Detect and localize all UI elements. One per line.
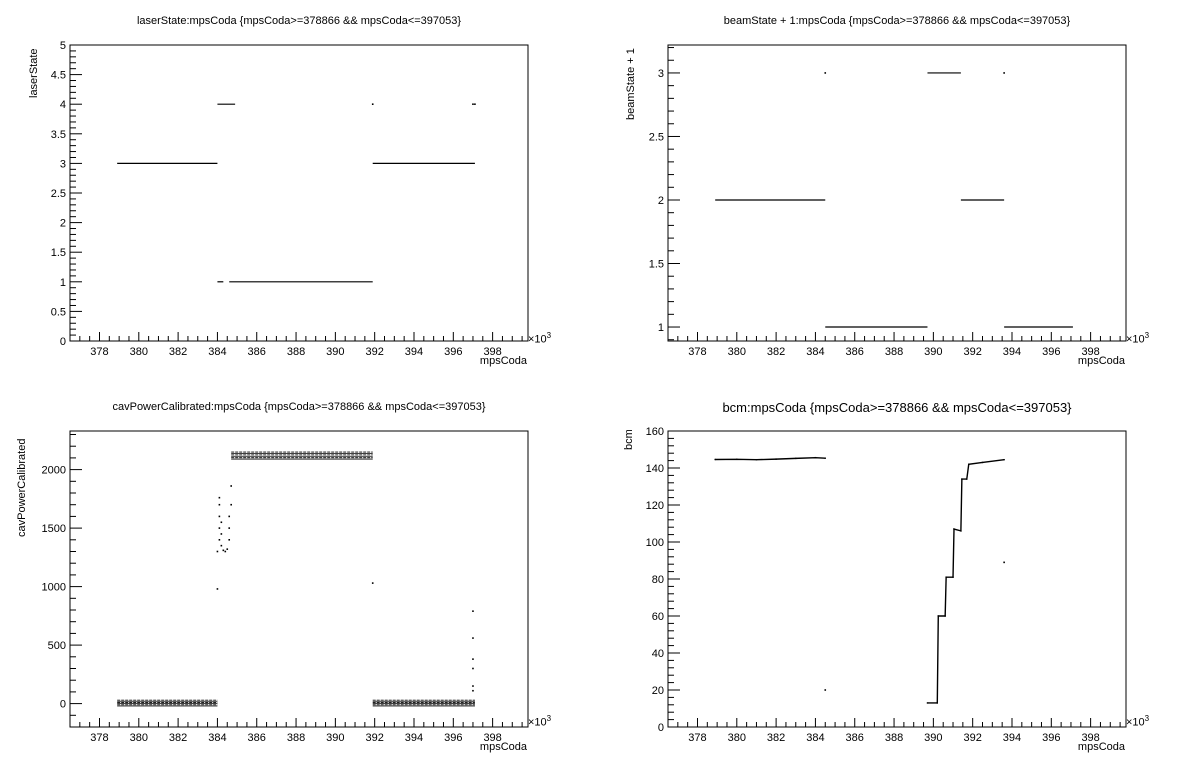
- x-tick-label: 394: [1002, 732, 1022, 744]
- plot-frame: [70, 431, 528, 727]
- plot-area: [598, 386, 1196, 772]
- x-tick-label: 384: [208, 732, 227, 744]
- x-tick-label: 392: [365, 732, 384, 744]
- data-point: [474, 103, 476, 105]
- x-tick-label: 382: [168, 732, 188, 744]
- x-tick-label: 378: [688, 732, 707, 744]
- x-tick-label: 384: [806, 732, 825, 744]
- x-tick-label: 398: [1081, 346, 1100, 358]
- data-point: [230, 485, 232, 487]
- y-axis-label: bcm: [623, 429, 635, 450]
- chart-panel-bcm: [598, 386, 1196, 772]
- data-series-line: [715, 458, 825, 460]
- y-tick-label: 100: [645, 537, 664, 549]
- plot-area: [0, 0, 598, 386]
- y-tick-label: 5: [59, 40, 66, 52]
- y-tick-label: 4: [59, 99, 66, 112]
- data-point: [472, 685, 474, 687]
- x-tick-label: 382: [168, 346, 188, 358]
- y-tick-label: 3: [657, 67, 664, 80]
- data-point: [968, 464, 969, 465]
- data-point: [824, 72, 826, 74]
- y-tick-label: 1000: [41, 581, 66, 594]
- x-tick-label: 388: [286, 732, 306, 744]
- y-tick-label: 0: [657, 722, 664, 734]
- x-tick-label: 394: [404, 346, 424, 358]
- data-point: [228, 527, 230, 529]
- x-axis-label: mpsCoda: [1077, 355, 1125, 367]
- y-tick-label: 3.5: [50, 128, 66, 141]
- data-point: [714, 459, 715, 460]
- data-point: [372, 582, 374, 584]
- chart-title: bcm:mpsCoda {mpsCoda>=378866 && mpsCoda<=397053}: [722, 400, 1072, 415]
- y-tick-label: 0: [59, 336, 66, 348]
- x-axis-exponent: $\times 10^3$: [528, 714, 552, 729]
- x-tick-label: 378: [90, 346, 109, 358]
- data-point: [953, 528, 954, 529]
- x-tick-label: 388: [286, 346, 306, 358]
- y-tick-label: 120: [645, 500, 664, 512]
- data-point: [217, 588, 219, 590]
- data-point: [219, 516, 221, 518]
- y-tick-label: 160: [645, 426, 664, 438]
- x-tick-label: 390: [326, 732, 345, 744]
- data-point: [982, 462, 983, 463]
- x-tick-label: 384: [208, 346, 227, 358]
- y-tick-label: 0.5: [50, 306, 66, 319]
- data-point: [1003, 459, 1004, 460]
- plot-frame: [70, 45, 528, 341]
- data-point: [756, 459, 757, 460]
- y-tick-label: 1: [59, 276, 66, 289]
- y-tick-label: 40: [651, 648, 664, 660]
- y-tick-label: 20: [651, 685, 664, 697]
- y-tick-label: 3: [59, 158, 66, 171]
- x-tick-label: 378: [688, 346, 707, 358]
- data-point: [960, 530, 961, 531]
- x-axis-exponent: $\times 10^3$: [1126, 714, 1150, 729]
- data-point: [945, 576, 946, 577]
- y-tick-label: 80: [651, 574, 664, 586]
- data-point: [472, 658, 474, 660]
- data-point: [472, 668, 474, 670]
- y-tick-label: 60: [651, 611, 664, 623]
- data-point: [221, 521, 223, 523]
- x-tick-label: 382: [766, 346, 786, 358]
- x-tick-label: 386: [845, 346, 864, 358]
- x-tick-label: 394: [404, 732, 424, 744]
- x-tick-label: 378: [90, 732, 109, 744]
- y-tick-label: 1.5: [648, 258, 664, 271]
- data-point: [775, 458, 776, 459]
- data-point: [952, 576, 953, 577]
- y-tick-label: 0: [59, 698, 66, 711]
- y-tick-label: 1.5: [50, 247, 66, 260]
- x-tick-label: 380: [129, 732, 148, 744]
- x-tick-label: 382: [766, 732, 786, 744]
- data-series-line: [927, 460, 1004, 703]
- x-tick-label: 396: [444, 732, 463, 744]
- y-tick-label: 2.5: [50, 188, 66, 200]
- x-tick-label: 396: [444, 346, 463, 358]
- x-tick-label: 388: [884, 346, 904, 358]
- x-tick-label: 386: [247, 346, 266, 358]
- data-point: [961, 478, 962, 479]
- x-tick-label: 392: [963, 346, 982, 358]
- x-tick-label: 390: [924, 346, 943, 358]
- chart-panel-laserstate: [0, 0, 598, 386]
- plot-frame: [668, 45, 1126, 341]
- data-point: [472, 637, 474, 639]
- chart-title: cavPowerCalibrated:mpsCoda {mpsCoda>=378866 && mpsCoda<=397053}: [112, 401, 486, 413]
- y-tick-label: 1: [657, 322, 664, 335]
- y-tick-label: 500: [47, 640, 66, 653]
- data-point: [219, 539, 221, 541]
- data-point: [472, 610, 474, 612]
- x-tick-label: 388: [884, 732, 904, 744]
- x-tick-label: 392: [365, 346, 384, 358]
- data-point: [937, 702, 938, 703]
- x-tick-label: 394: [1002, 346, 1022, 358]
- chart-panel-beamstate: [598, 0, 1196, 386]
- x-tick-label: 396: [1042, 732, 1061, 744]
- data-point: [815, 457, 816, 458]
- data-point: [221, 545, 223, 547]
- x-axis-label: mpsCoda: [479, 741, 527, 753]
- data-point: [938, 615, 939, 616]
- y-tick-label: 2: [657, 194, 664, 207]
- y-tick-label: 140: [645, 463, 664, 475]
- y-tick-label: 1500: [41, 523, 66, 536]
- data-point: [219, 504, 221, 506]
- data-point: [1003, 72, 1005, 74]
- x-axis-label: mpsCoda: [1077, 741, 1125, 753]
- data-point: [944, 615, 945, 616]
- data-point: [825, 457, 826, 458]
- x-tick-label: 380: [129, 346, 148, 358]
- data-point: [966, 478, 967, 479]
- x-tick-label: 396: [1042, 346, 1061, 358]
- chart-title: laserState:mpsCoda {mpsCoda>=378866 && mpsCoda<=397053}: [136, 15, 462, 27]
- chart-panel-cavpower: [0, 386, 598, 772]
- plot-area: [0, 386, 598, 772]
- y-axis-label: laserState: [28, 48, 40, 98]
- x-tick-label: 384: [806, 346, 825, 358]
- plot-frame: [668, 431, 1126, 727]
- data-point: [219, 497, 221, 499]
- chart-title: beamState + 1:mpsCoda {mpsCoda>=378866 && mpsCoda<=397053}: [723, 15, 1071, 27]
- data-point: [472, 690, 474, 692]
- data-point: [1003, 562, 1005, 564]
- data-point: [927, 702, 928, 703]
- x-tick-label: 386: [845, 732, 864, 744]
- data-point: [228, 516, 230, 518]
- x-tick-label: 380: [727, 732, 746, 744]
- x-axis-exponent: $\times 10^3$: [528, 331, 552, 346]
- y-tick-label: 2.5: [648, 131, 664, 144]
- y-tick-label: 2000: [41, 464, 66, 477]
- data-point: [219, 527, 221, 529]
- data-point: [230, 504, 232, 506]
- data-point: [226, 548, 228, 550]
- y-axis-label: cavPowerCalibrated: [16, 438, 28, 537]
- x-axis-exponent: $\times 10^3$: [1126, 331, 1150, 346]
- data-point: [228, 539, 230, 541]
- x-tick-label: 398: [483, 346, 502, 358]
- y-axis-label: beamState + 1: [625, 48, 637, 120]
- plot-area: [598, 0, 1196, 386]
- x-tick-label: 398: [1081, 732, 1100, 744]
- data-point: [795, 458, 796, 459]
- data-point: [824, 689, 826, 691]
- data-point: [217, 551, 219, 553]
- data-point: [472, 103, 474, 105]
- x-tick-label: 398: [483, 732, 502, 744]
- x-tick-label: 392: [963, 732, 982, 744]
- x-tick-label: 390: [924, 732, 943, 744]
- data-point: [736, 459, 737, 460]
- data-point: [372, 103, 374, 105]
- y-tick-label: 2: [59, 217, 66, 230]
- x-tick-label: 380: [727, 346, 746, 358]
- x-tick-label: 386: [247, 732, 266, 744]
- data-point: [224, 551, 226, 553]
- x-tick-label: 390: [326, 346, 345, 358]
- data-point: [223, 550, 225, 552]
- x-axis-label: mpsCoda: [479, 355, 527, 367]
- y-tick-label: 4.5: [50, 69, 66, 82]
- data-point: [221, 533, 223, 535]
